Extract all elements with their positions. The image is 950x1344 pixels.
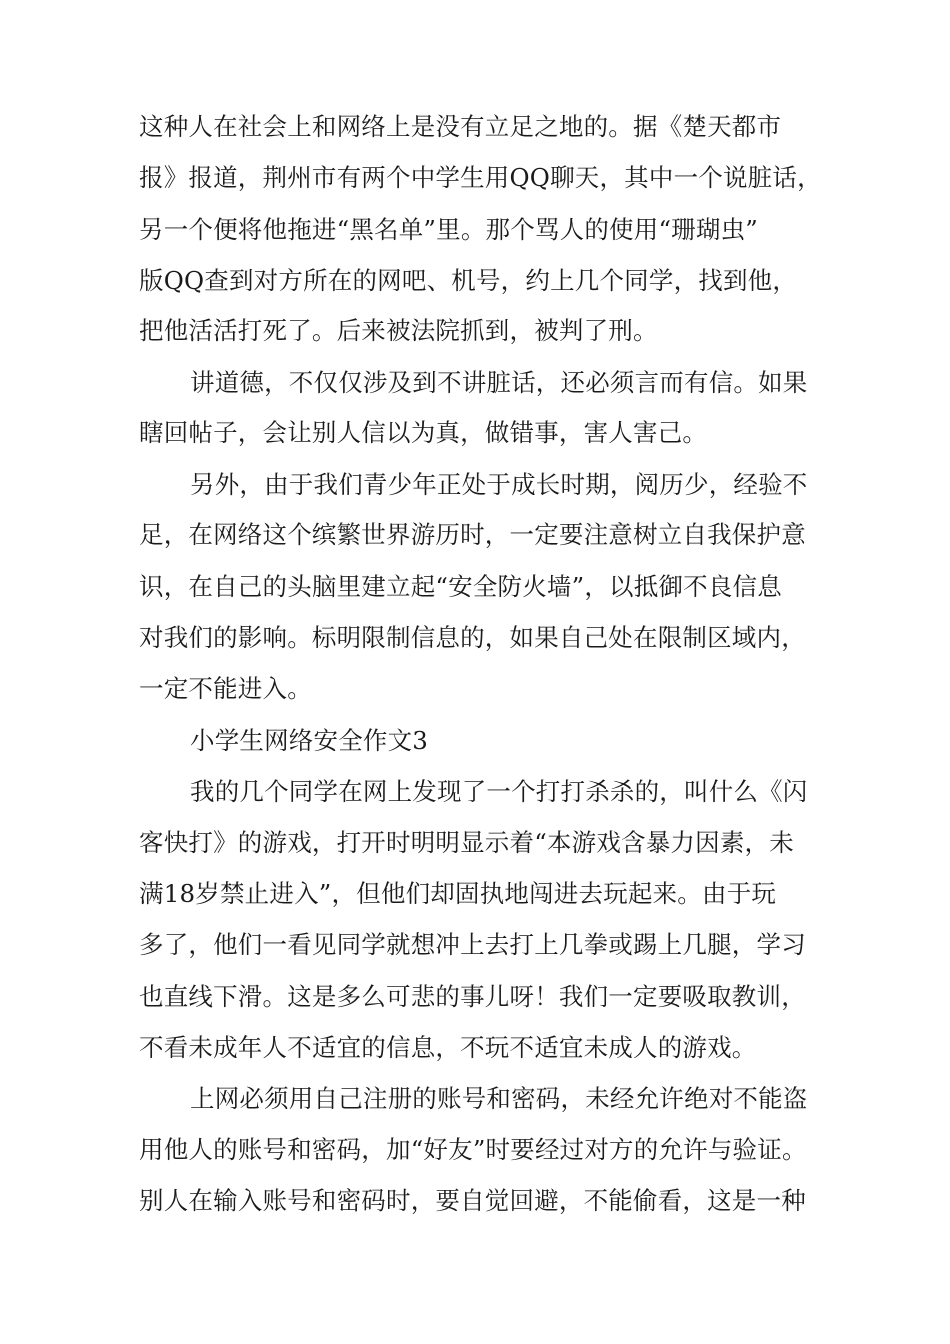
text-line: 客快打》的游戏，打开时明明显示着“本游戏含暴力因素，未: [139, 828, 794, 857]
text-line: 另一个便将他拖进“黑名单”里。那个骂人的使用“珊瑚虫”: [139, 215, 758, 244]
paragraph-first-line: 讲道德，不仅仅涉及到不讲脏话，还必须言而有信。如果: [190, 368, 808, 397]
text-line: 也直线下滑。这是多么可悲的事儿呀！我们一定要吸取教训，: [139, 982, 806, 1011]
paragraph-first-line: 上网必须用自己注册的账号和密码，未经允许绝对不能盗: [190, 1084, 808, 1113]
text-line: 版QQ查到对方所在的网吧、机号，约上几个同学，找到他，: [139, 266, 798, 295]
text-line: 识，在自己的头脑里建立起“安全防火墙”，以抵御不良信息: [139, 572, 782, 601]
text-line: 一定不能进入。: [139, 674, 312, 703]
text-line: 瞎回帖子，会让别人信以为真，做错事，害人害己。: [139, 418, 708, 447]
paragraph-first-line: 另外，由于我们青少年正处于成长时期，阅历少，经验不: [190, 470, 808, 499]
text-line: 满18岁禁止进入”，但他们却固执地闯进去玩起来。由于玩: [139, 879, 777, 908]
text-line: 不看未成年人不适宜的信息，不玩不适宜未成人的游戏。: [139, 1033, 757, 1062]
text-line: 多了，他们一看见同学就想冲上去打上几拳或踢上几腿，学习: [139, 930, 806, 959]
text-line: 把他活活打死了。后来被法院抓到，被判了刑。: [139, 316, 658, 345]
text-line: 报》报道，荆州市有两个中学生用QQ聊天，其中一个说脏话，: [139, 163, 822, 192]
text-line: 足，在网络这个缤繁世界游历时，一定要注意树立自我保护意: [139, 520, 806, 549]
text-line: 别人在输入账号和密码时，要自觉回避，不能偷看，这是一种: [139, 1186, 806, 1215]
text-line: 对我们的影响。标明限制信息的，如果自己处在限制区域内，: [139, 623, 806, 652]
section-heading: 小学生网络安全作文3: [190, 726, 429, 755]
text-line: 用他人的账号和密码，加“好友”时要经过对方的允许与验证。: [139, 1135, 807, 1164]
paragraph-first-line: 我的几个同学在网上发现了一个打打杀杀的，叫什么《闪: [190, 777, 808, 806]
text-line: 这种人在社会上和网络上是没有立足之地的。据《楚天都市: [139, 112, 782, 141]
